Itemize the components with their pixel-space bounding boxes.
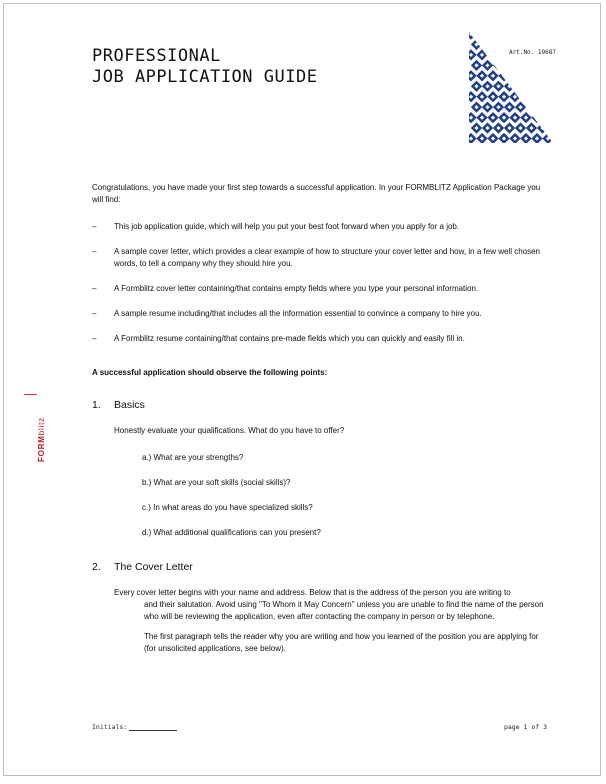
logo-tile	[476, 30, 487, 40]
section-number: 2.	[92, 561, 101, 573]
logo-tile-center	[491, 32, 495, 36]
logo-tile	[548, 122, 553, 133]
logo-tile	[509, 70, 520, 81]
logo-tile-center	[496, 63, 500, 67]
logo-tile	[520, 30, 531, 40]
logo-tile-center	[502, 32, 506, 36]
list-item	[92, 221, 547, 233]
logo-tile-center	[535, 95, 539, 99]
logo-tile-center	[518, 63, 522, 67]
logo-tile-center	[551, 42, 553, 46]
logo-tile-center	[551, 84, 553, 88]
section-title: The Cover Letter	[114, 561, 193, 573]
logo-tile	[548, 101, 553, 112]
logo-tile-center	[529, 63, 533, 67]
logo-tile-center	[551, 105, 553, 109]
logo-tile-center	[546, 95, 550, 99]
logo-tile-center	[551, 126, 553, 130]
list-item-text: A sample resume including/that includes all the information essential to convince a company to hire you.	[114, 309, 482, 318]
logo-tile	[531, 70, 542, 81]
section-2-paragraph-2: The first paragraph tells the reader why you are writing and how you learned of the position you are applying for (for unsolicited applications, see below).	[144, 632, 539, 653]
list-item-text: A Formblitz resume containing/that contains pre-made fields which you can quickly and easily fill in.	[114, 334, 465, 343]
list-item-text: A Formblitz cover letter containing/that contains empty fields where you type your personal information.	[114, 284, 479, 293]
logo-tile	[548, 81, 553, 92]
logo-tile-center	[507, 63, 511, 67]
formblitz-triangle-logo	[467, 30, 553, 143]
logo-tile-center	[546, 115, 550, 119]
document-page	[3, 3, 601, 776]
logo-tile	[498, 49, 509, 60]
logo-tile-center	[551, 63, 553, 67]
dash-marker: –	[92, 309, 97, 318]
section-title: Basics	[114, 399, 145, 411]
logo-tile-center	[535, 32, 539, 36]
list-item-text: This job application guide, which will help you put your best foot forward when you apply for a job.	[114, 222, 460, 231]
article-number: Art.No. 19687	[509, 49, 556, 56]
logo-tile-center	[540, 42, 544, 46]
paragraph-first-line: Every cover letter begins with your name and address. Below that is the address of the person you are writing to	[114, 588, 511, 597]
title-line-1: PROFESSIONAL	[92, 46, 221, 66]
logo-tile	[542, 30, 553, 40]
logo-tile	[467, 30, 477, 40]
logo-tile-center	[529, 105, 533, 109]
question-item: d.) What additional qualifications can you present?	[142, 528, 321, 537]
dash-marker: –	[92, 222, 97, 231]
logo-tile	[531, 30, 542, 40]
logo-tile	[542, 112, 553, 123]
logo-tile-center	[513, 74, 517, 78]
dash-marker: –	[92, 284, 97, 293]
logo-tile-center	[540, 105, 544, 109]
list-item	[92, 333, 547, 345]
logo-tile	[537, 60, 548, 71]
logo-tile-center	[529, 84, 533, 88]
logo-tile-center	[535, 115, 539, 119]
list-item-text: A sample cover letter, which provides a clear example of how to structure your cover letter and how, in a few well chosen words, to tell a company why they should hire you.	[114, 247, 540, 268]
logo-tile	[526, 60, 537, 71]
logo-tile	[526, 81, 537, 92]
intro-paragraph: Congratulations, you have made your first step towards a successful application. In your FORMBLITZ Application Package you will find:	[92, 183, 541, 204]
dash-marker: –	[92, 247, 97, 256]
logo-tile	[515, 60, 526, 71]
logo-tile	[520, 70, 531, 81]
side-brand-label	[37, 394, 51, 462]
logo-tile-center	[529, 42, 533, 46]
logo-tile	[498, 30, 509, 40]
logo-tile	[493, 39, 504, 50]
logo-tile-center	[491, 53, 495, 57]
title-line-2: JOB APPLICATION GUIDE	[92, 67, 318, 87]
section-2-paragraph-1	[114, 587, 547, 623]
logo-tile	[531, 91, 542, 102]
list-item	[92, 246, 547, 270]
initials-field[interactable]	[129, 723, 177, 731]
question-item: a.) What are your strengths?	[142, 453, 244, 462]
section-number: 1.	[92, 399, 101, 411]
logo-tile	[509, 30, 520, 40]
logo-tile-center	[546, 74, 550, 78]
logo-tile-center	[513, 32, 517, 36]
logo-tile	[548, 60, 553, 71]
logo-tile	[520, 91, 531, 102]
logo-tile-center	[496, 42, 500, 46]
logo-tile-center	[535, 74, 539, 78]
logo-tile-center	[524, 32, 528, 36]
brand-form-text: FORM	[37, 435, 46, 462]
logo-tile	[542, 70, 553, 81]
logo-tile-center	[546, 32, 550, 36]
logo-tile-center	[518, 42, 522, 46]
logo-tile-center	[518, 84, 522, 88]
brand-blitz-text: blitz	[37, 417, 46, 436]
list-item	[92, 308, 547, 320]
logo-tile	[504, 60, 515, 71]
logo-tile-center	[524, 74, 528, 78]
logo-tile-center	[524, 95, 528, 99]
logo-tile-center	[480, 32, 484, 36]
logo-tile-center	[507, 42, 511, 46]
logo-tile-center	[540, 63, 544, 67]
logo-tile-center	[502, 53, 506, 57]
logo-tile	[482, 39, 493, 50]
dash-marker: –	[92, 334, 97, 343]
page-number: page 1 of 3	[503, 723, 547, 731]
question-item: b.) What are your soft skills (social skills)?	[142, 478, 291, 487]
side-brand-rule	[24, 394, 37, 395]
section-1-heading	[92, 399, 547, 411]
initials-label: Initials:	[92, 723, 128, 731]
paragraph-continuation: and their salutation. Avoid using "To Whom it May Concern" unless you are unable to find the name of the person who will be reviewing the application, even after contacting the company in person or by telephone.	[144, 600, 544, 621]
logo-tile	[537, 101, 548, 112]
document-body	[92, 182, 547, 663]
logo-tile	[542, 91, 553, 102]
question-item: c.) In what areas do you have specialized skills?	[142, 503, 313, 512]
logo-tile	[515, 81, 526, 92]
lead-statement: A successful application should observe the following points:	[92, 368, 328, 377]
logo-tile	[537, 81, 548, 92]
logo-tile	[487, 30, 498, 40]
logo-tile-center	[485, 42, 489, 46]
list-item	[92, 283, 547, 295]
logo-tile-center	[540, 84, 544, 88]
section-1-intro: Honestly evaluate your qualifications. What do you have to offer?	[114, 426, 345, 435]
document-title	[92, 46, 317, 88]
section-2-heading	[92, 561, 547, 573]
